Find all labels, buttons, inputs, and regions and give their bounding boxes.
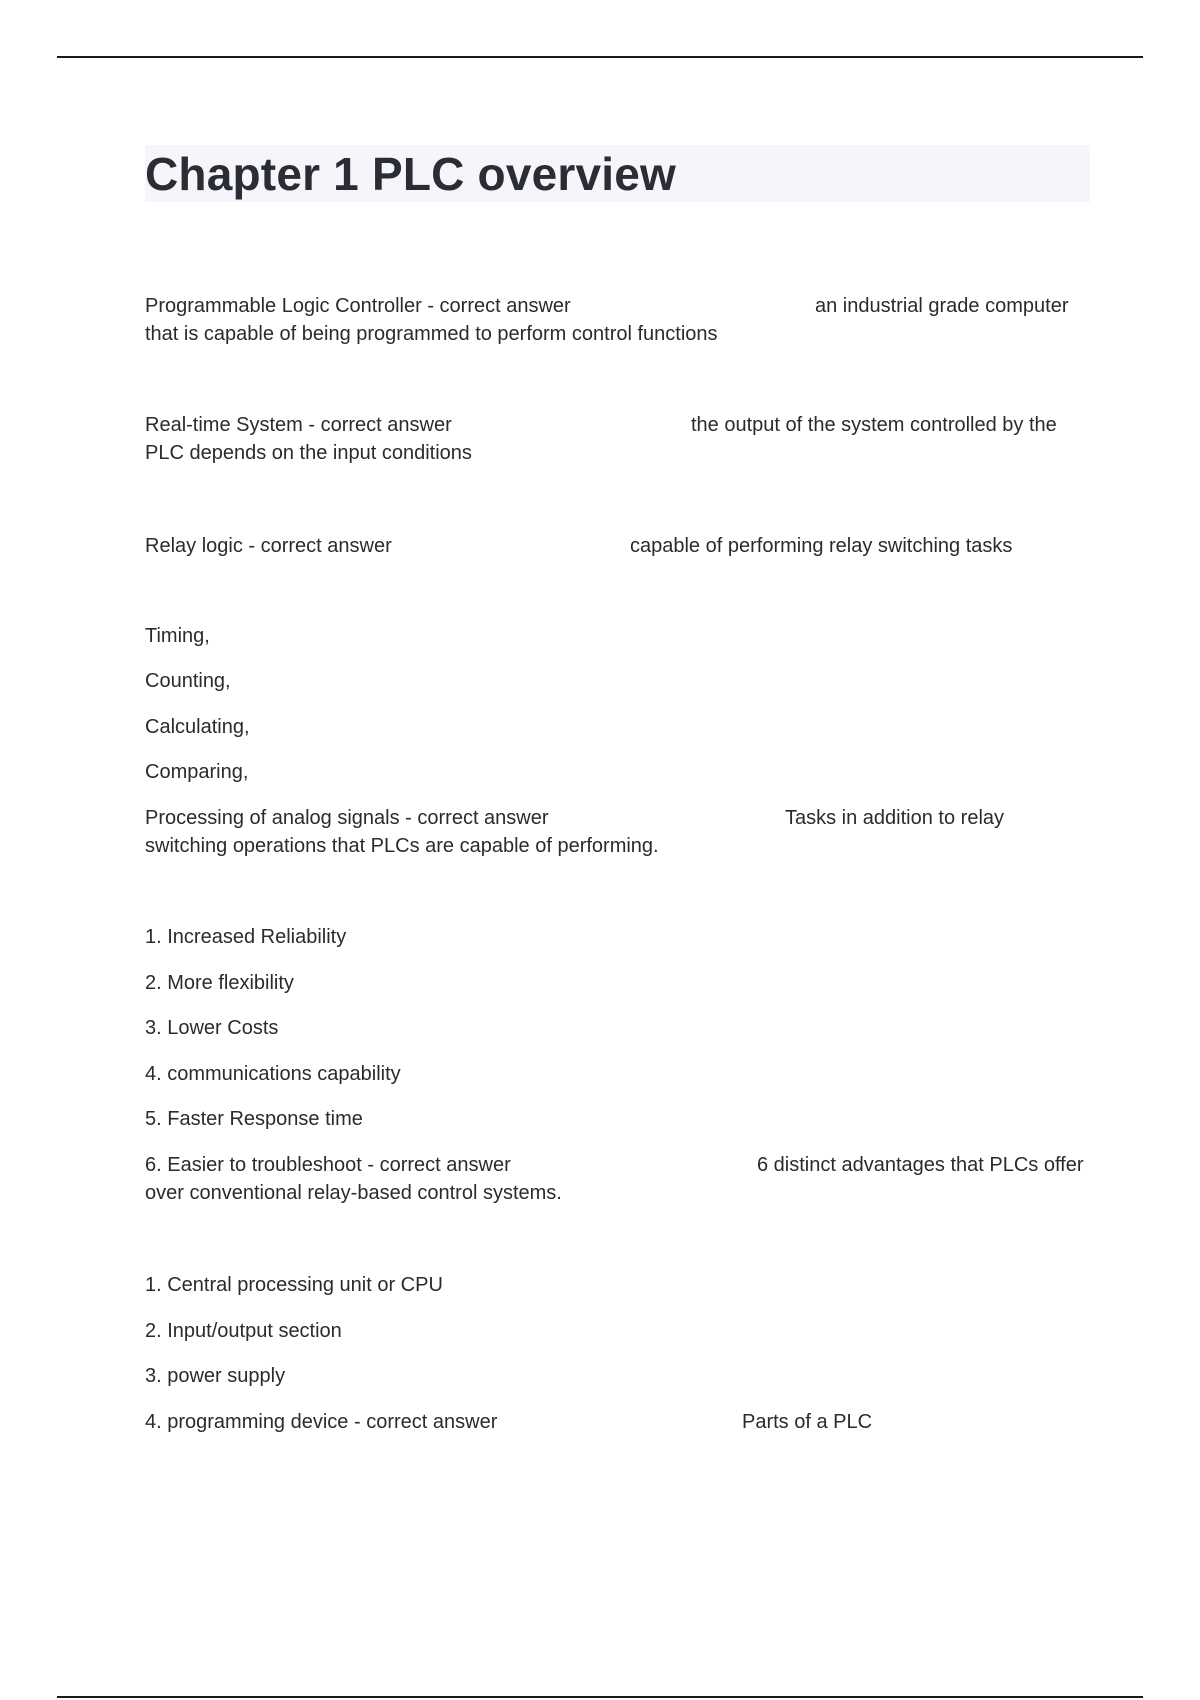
term-line: 1. Central processing unit or CPU [145, 1274, 443, 1296]
definition-continuation: switching operations that PLCs are capable of performing. [145, 835, 659, 857]
term-line: 4. communications capability [145, 1063, 401, 1085]
term-text: Relay logic - correct answer [145, 535, 392, 557]
definition-text: 6 distinct advantages that PLCs offer [757, 1154, 1084, 1176]
flashcard-plc [145, 292, 1095, 348]
term-text: Real-time System - correct answer [145, 414, 452, 436]
term-line: 2. Input/output section [145, 1320, 342, 1342]
term-line: 3. Lower Costs [145, 1017, 279, 1039]
top-rule [57, 56, 1143, 58]
term-line: 1. Increased Reliability [145, 926, 347, 948]
term-line [145, 1151, 1095, 1179]
term-line: 3. power supply [145, 1365, 286, 1387]
definition-text: Parts of a PLC [742, 1411, 873, 1433]
term-line [145, 532, 1095, 560]
flashcard-plc-parts [145, 1271, 1095, 1436]
term-text: 4. programming device - correct answer [145, 1411, 498, 1433]
definition-continuation: PLC depends on the input conditions [145, 442, 472, 464]
term-text: 6. Easier to troubleshoot - correct answer [145, 1154, 511, 1176]
flashcard-plc-advantages [145, 923, 1095, 1207]
definition-text: an industrial grade computer [815, 295, 1069, 317]
term-line [145, 292, 1095, 320]
flashcard-relay-logic [145, 532, 1095, 560]
definition-continuation: that is capable of being programmed to perform control functions [145, 323, 718, 345]
term-line: Timing, [145, 625, 210, 647]
term-line: 5. Faster Response time [145, 1108, 363, 1130]
page-title: Chapter 1 PLC overview [145, 148, 677, 200]
definition-text: the output of the system controlled by the [691, 414, 1057, 436]
term-line [145, 804, 1095, 832]
flashcard-additional-tasks [145, 622, 1095, 860]
term-line: Comparing, [145, 761, 249, 783]
term-text: Processing of analog signals - correct answer [145, 807, 549, 829]
term-line: Counting, [145, 670, 231, 692]
definition-continuation: over conventional relay-based control systems. [145, 1182, 562, 1204]
term-line: Calculating, [145, 716, 250, 738]
definition-text: capable of performing relay switching tasks [630, 535, 1013, 557]
term-line [145, 1408, 1095, 1436]
term-line: 2. More flexibility [145, 972, 294, 994]
term-text: Programmable Logic Controller - correct answer [145, 295, 571, 317]
definition-text: Tasks in addition to relay [785, 807, 1005, 829]
term-line [145, 411, 1095, 439]
flashcard-real-time-system [145, 411, 1095, 467]
bottom-rule [57, 1696, 1143, 1698]
